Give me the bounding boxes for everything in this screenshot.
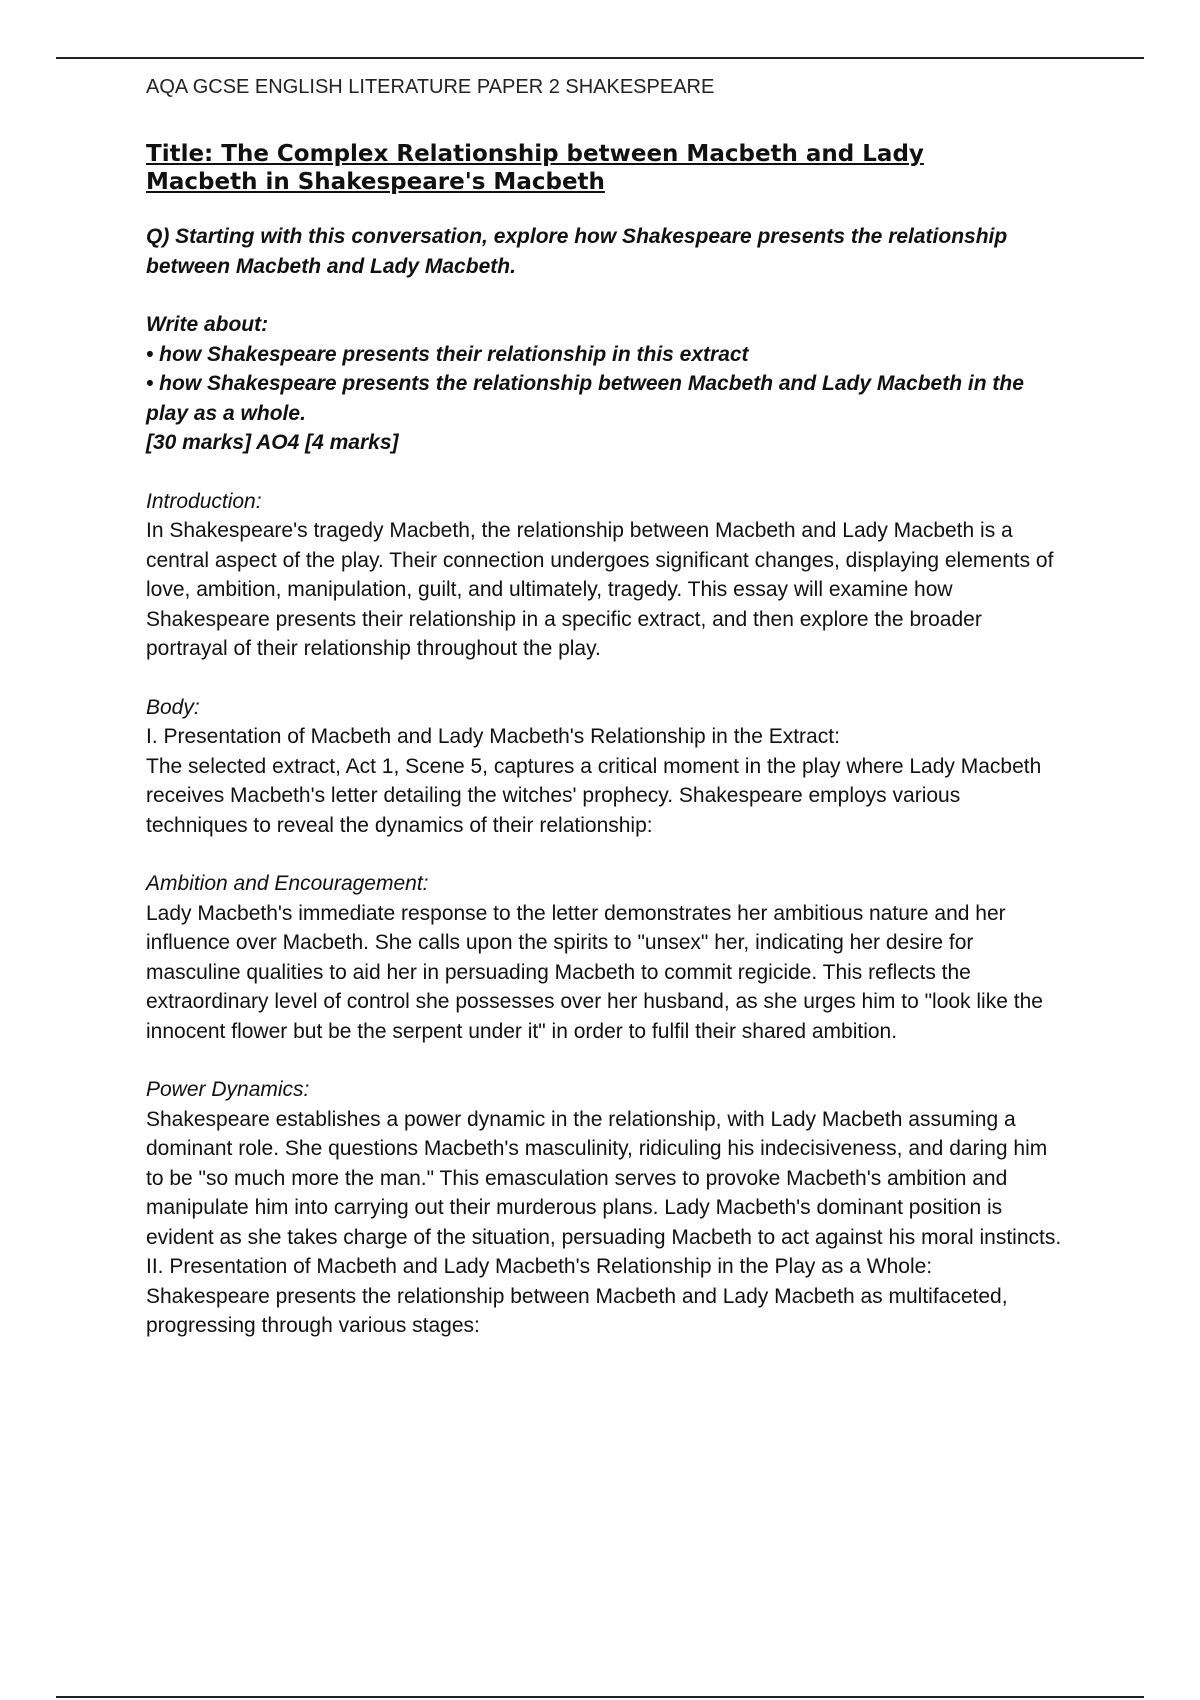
essay-title-line-2: Macbeth in Shakespeare's Macbeth	[146, 169, 605, 195]
question-bullet-2: • how Shakespeare presents the relationship between Macbeth and Lady Macbeth in the play as a whole.	[146, 372, 1024, 425]
power-dynamics-heading: Power Dynamics:	[146, 1078, 310, 1101]
section-2-text: Shakespeare presents the relationship between Macbeth and Lady Macbeth as multifaceted, progressing through various stages:	[146, 1284, 1008, 1337]
document-body	[146, 72, 1066, 1341]
page-header: AQA GCSE ENGLISH LITERATURE PAPER 2 SHAKESPEARE	[146, 76, 715, 98]
top-rule	[56, 57, 1144, 59]
introduction-heading: Introduction:	[146, 489, 262, 513]
section-2-title: II. Presentation of Macbeth and Lady Macbeth's Relationship in the Play as a Whole:	[146, 1255, 933, 1278]
ambition-heading: Ambition and Encouragement:	[146, 872, 429, 895]
essay-title	[146, 140, 1006, 196]
section-1-title: I. Presentation of Macbeth and Lady Macbeth's Relationship in the Extract:	[146, 725, 840, 748]
question-bullet-1: • how Shakespeare presents their relationship in this extract	[146, 342, 749, 366]
body-heading: Body:	[146, 695, 200, 719]
section-1-text: The selected extract, Act 1, Scene 5, captures a critical moment in the play where Lady Macbeth receives Macbeth's letter detailing the witches' prophecy. Shakespeare employs various techniques to reveal the dynamics of their relationship:	[146, 754, 1042, 837]
bottom-rule	[56, 1696, 1144, 1698]
write-about-label: Write about:	[146, 313, 269, 336]
introduction-text: In Shakespeare's tragedy Macbeth, the relationship between Macbeth and Lady Macbeth is a central aspect of the play. Their connection undergoes significant changes, displaying elements of love, ambition, manipulation, guilt, and ultimately, tragedy. This essay will examine how Shakespeare presents their relationship in a specific extract, and then explore the broader portrayal of their relationship throughout the play.	[146, 519, 1054, 660]
essay-title-line-1: Title: The Complex Relationship between Macbeth and Lady	[146, 141, 924, 167]
power-dynamics-text: Shakespeare establishes a power dynamic in the relationship, with Lady Macbeth assuming a dominant role. She questions Macbeth's masculinity, ridiculing his indecisiveness, and daring him to be "so much more the man." This emasculation serves to provoke Macbeth's ambition and manipulate him into carrying out their murderous plans. Lady Macbeth's dominant position is evident as she takes charge of the situation, persuading Macbeth to act against his moral instincts.	[146, 1107, 1062, 1249]
question-marks: [30 marks] AO4 [4 marks]	[146, 431, 399, 454]
ambition-text: Lady Macbeth's immediate response to the letter demonstrates her ambitious nature and her influence over Macbeth. She calls upon the spirits to "unsex" her, indicating her desire for masculine qualities to aid her in persuading Macbeth to commit regicide. This reflects the extraordinary level of control she possesses over her husband, as she urges him to "look like the innocent flower but be the serpent under it" in order to fulfil their shared ambition.	[146, 901, 1043, 1043]
question-prompt: Q) Starting with this conversation, explore how Shakespeare presents the relationship between Macbeth and Lady Macbeth.	[146, 225, 1008, 278]
